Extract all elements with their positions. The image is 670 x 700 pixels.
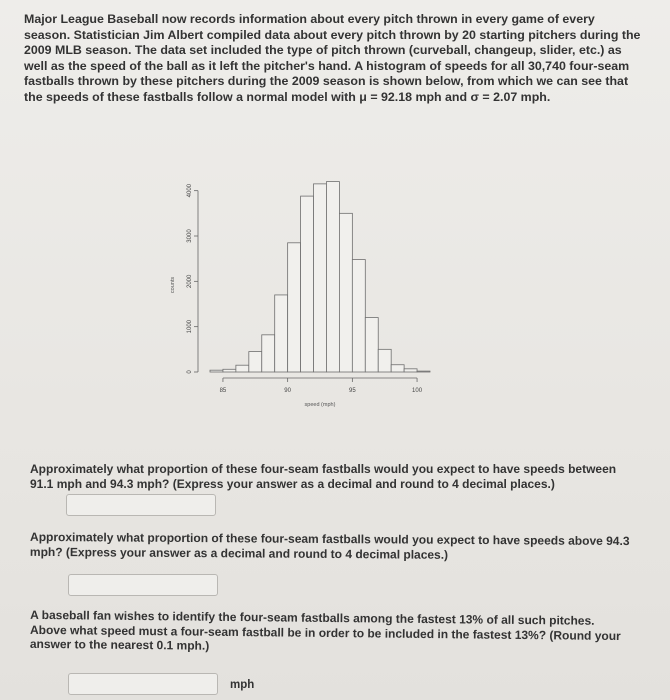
histogram-bars [210, 182, 430, 372]
y-axis-label: counts [170, 276, 176, 294]
x-tick-label: 100 [412, 388, 423, 394]
y-tick-label: 3000 [187, 229, 193, 243]
answer-input-3[interactable] [68, 673, 218, 695]
x-axis-label: speed (mph) [304, 402, 336, 408]
histogram-bar [249, 352, 262, 372]
answer-input-2[interactable] [68, 574, 218, 596]
histogram-bar [378, 349, 391, 372]
speed-histogram [160, 150, 450, 420]
histogram-bar [262, 335, 275, 372]
x-tick-label: 90 [284, 388, 291, 394]
histogram-bar [417, 371, 430, 372]
histogram-bar [223, 369, 236, 372]
y-tick-label: 1000 [187, 319, 193, 334]
histogram-bar [236, 365, 249, 372]
histogram-bar [365, 318, 378, 372]
histogram-svg [160, 150, 450, 420]
y-tick-label: 2000 [187, 274, 193, 289]
histogram-bar [391, 365, 404, 372]
y-tick-label: 4000 [187, 183, 193, 198]
histogram-bar [275, 295, 288, 372]
histogram-bar [314, 184, 327, 372]
x-tick-label: 95 [349, 388, 356, 394]
histogram-bar [288, 243, 301, 372]
histogram-bar [210, 370, 223, 372]
histogram-bar [352, 260, 365, 372]
histogram-bar [404, 369, 417, 372]
question-3-text: A baseball fan wishes to identify the four-seam fastballs among the fastest 13% of all such pitches. Above what speed must a four-seam fastball be in order to be included in the fastest 13%? (Round your answer to the nearest 0.1 mph.) [29, 607, 621, 653]
x-tick-label: 85 [219, 388, 227, 394]
question-2-text: Approximately what proportion of these four-seam fastballs would you expect to have speeds above 94.3 mph? (Express your answer as a decimal and round to 4 decimal places.) [29, 529, 630, 562]
histogram-bar [301, 196, 314, 372]
question-1-text: Approximately what proportion of these four-seam fastballs would you expect to have speeds between 91.1 mph and 94.3 mph? (Express your answer as a decimal and round to 4 decimal places.) [30, 462, 617, 491]
problem-intro: Major League Baseball now records information about every pitch thrown in every game of every season. Statistician Jim Albert compiled data about every pitch thrown by 20 starting pitchers during the 2009 MLB season. The data set included the type of pitch thrown (curveball, changeup, slider, etc.) as well as the speed of the ball as it left the pitcher's hand. A histogram of speeds for all 30,740 four-seam fastballs thrown by these pitchers during the 2009 season is shown below, from which we can see that the speeds of these fastballs follow a normal model with μ = 92.18 mph and σ = 2.07 mph. [24, 12, 641, 104]
answer-input-1[interactable] [66, 494, 216, 516]
histogram-bar [326, 182, 339, 372]
answer-3-unit: mph [230, 679, 255, 691]
y-tick-label: 0 [187, 370, 193, 374]
histogram-bar [339, 213, 352, 372]
